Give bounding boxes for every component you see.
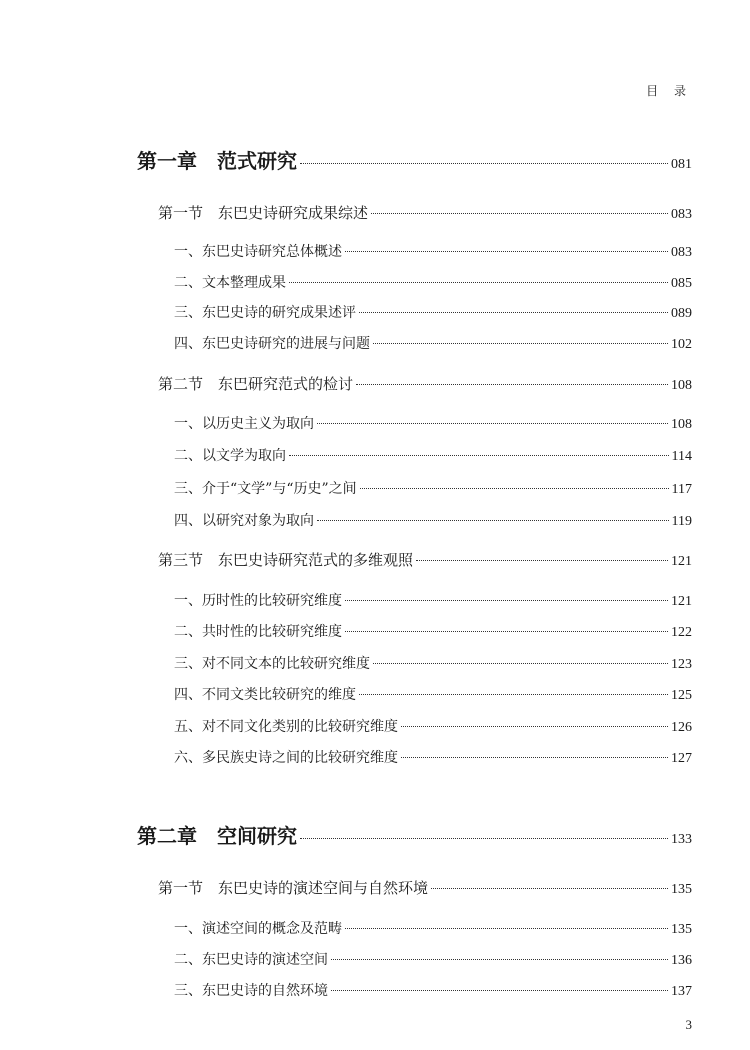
toc-entry-page: 108 xyxy=(671,378,692,393)
toc-item[interactable] xyxy=(174,684,692,704)
toc-entry-page: 121 xyxy=(671,554,692,569)
leader-dots xyxy=(345,251,668,252)
toc-entry-page: 122 xyxy=(671,625,692,640)
toc-entry-title: 第一节 东巴史诗研究成果综述 xyxy=(158,204,369,222)
toc-entry-title: 四、东巴史诗研究的进展与问题 xyxy=(174,336,370,352)
toc-entry-page: 137 xyxy=(671,984,692,999)
leader-dots xyxy=(300,163,668,164)
toc-entry-title: 第二节 东巴研究范式的检讨 xyxy=(158,375,354,393)
toc-entry-page: 126 xyxy=(671,720,692,735)
leader-dots xyxy=(401,726,668,727)
leader-dots xyxy=(331,990,668,991)
toc-item[interactable] xyxy=(174,445,692,465)
leader-dots xyxy=(289,282,668,283)
toc-item[interactable] xyxy=(174,918,692,938)
toc-entry-title: 三、介于“文学”与“历史”之间 xyxy=(174,481,357,497)
toc-item[interactable] xyxy=(174,621,692,641)
toc-item[interactable] xyxy=(174,333,692,353)
leader-dots xyxy=(345,928,668,929)
leader-dots xyxy=(401,757,668,758)
toc-entry-page: 123 xyxy=(671,657,692,672)
toc-entry-page: 125 xyxy=(671,688,692,703)
toc-entry-title: 三、东巴史诗的自然环境 xyxy=(174,983,328,999)
toc-entry-title: 三、对不同文本的比较研究维度 xyxy=(174,656,370,672)
leader-dots xyxy=(373,663,668,664)
leader-dots xyxy=(317,423,668,424)
toc-entry-title: 第一节 东巴史诗的演述空间与自然环境 xyxy=(158,879,429,897)
toc-entry-page: 135 xyxy=(671,882,692,897)
leader-dots xyxy=(300,838,668,839)
toc-entry-title: 第一章 范式研究 xyxy=(137,149,297,173)
toc-entry-title: 第三节 东巴史诗研究范式的多维观照 xyxy=(158,551,414,569)
toc-entry-title: 二、以文学为取向 xyxy=(174,448,286,464)
toc-item[interactable] xyxy=(174,478,692,498)
toc-entry-title: 四、以研究对象为取向 xyxy=(174,513,314,529)
leader-dots xyxy=(431,888,668,889)
toc-section[interactable] xyxy=(158,373,692,394)
leader-dots xyxy=(360,488,669,489)
leader-dots xyxy=(345,631,668,632)
toc-entry-page: 083 xyxy=(671,245,692,260)
page-number: 3 xyxy=(685,1017,692,1032)
toc-entry-page: 083 xyxy=(671,207,692,222)
toc-item[interactable] xyxy=(174,510,692,530)
leader-dots xyxy=(356,384,668,385)
leader-dots xyxy=(331,959,668,960)
toc-item[interactable] xyxy=(174,653,692,673)
toc-entry-page: 089 xyxy=(671,306,692,321)
toc-item[interactable] xyxy=(174,590,692,610)
toc-entry-page: 136 xyxy=(671,953,692,968)
toc-entry-page: 133 xyxy=(671,832,692,847)
toc-section[interactable] xyxy=(158,202,692,223)
leader-dots xyxy=(373,343,668,344)
toc-entry-title: 一、以历史主义为取向 xyxy=(174,416,314,432)
toc-item[interactable] xyxy=(174,272,692,292)
toc-entry-title: 二、文本整理成果 xyxy=(174,275,286,291)
toc-entry-page: 081 xyxy=(671,157,692,172)
leader-dots xyxy=(345,600,668,601)
toc-entry-page: 102 xyxy=(671,337,692,352)
toc-entry-page: 117 xyxy=(671,482,692,497)
toc-item[interactable] xyxy=(174,413,692,433)
toc-entry-title: 四、不同文类比较研究的维度 xyxy=(174,687,356,703)
toc-item[interactable] xyxy=(174,980,692,1000)
toc-chapter[interactable] xyxy=(137,145,692,174)
toc-entry-title: 一、历时性的比较研究维度 xyxy=(174,593,342,609)
toc-entry-page: 085 xyxy=(671,276,692,291)
toc-chapter[interactable] xyxy=(137,820,692,849)
leader-dots xyxy=(371,213,668,214)
leader-dots xyxy=(289,455,669,456)
toc-entry-page: 119 xyxy=(671,514,692,529)
toc-entry-title: 第二章 空间研究 xyxy=(137,824,297,848)
toc-section[interactable] xyxy=(158,549,692,570)
toc-entry-title: 二、东巴史诗的演述空间 xyxy=(174,952,328,968)
toc-entry-title: 三、东巴史诗的研究成果述评 xyxy=(174,305,356,321)
leader-dots xyxy=(359,312,668,313)
toc-entry-title: 二、共时性的比较研究维度 xyxy=(174,624,342,640)
running-header: 目 录 xyxy=(646,84,692,98)
toc-item[interactable] xyxy=(174,716,692,736)
leader-dots xyxy=(416,560,668,561)
toc-entry-page: 135 xyxy=(671,922,692,937)
toc-item[interactable] xyxy=(174,949,692,969)
toc-entry-page: 127 xyxy=(671,751,692,766)
toc-entry-title: 一、东巴史诗研究总体概述 xyxy=(174,244,342,260)
toc-section[interactable] xyxy=(158,877,692,898)
leader-dots xyxy=(317,520,669,521)
toc-entry-title: 五、对不同文化类别的比较研究维度 xyxy=(174,719,398,735)
leader-dots xyxy=(359,694,668,695)
toc-entry-page: 114 xyxy=(671,449,692,464)
toc-item[interactable] xyxy=(174,747,692,767)
toc-item[interactable] xyxy=(174,241,692,261)
toc-entry-title: 六、多民族史诗之间的比较研究维度 xyxy=(174,750,398,766)
toc-item[interactable] xyxy=(174,302,692,322)
toc-entry-page: 108 xyxy=(671,417,692,432)
toc-entry-page: 121 xyxy=(671,594,692,609)
toc-entry-title: 一、演述空间的概念及范畴 xyxy=(174,921,342,937)
